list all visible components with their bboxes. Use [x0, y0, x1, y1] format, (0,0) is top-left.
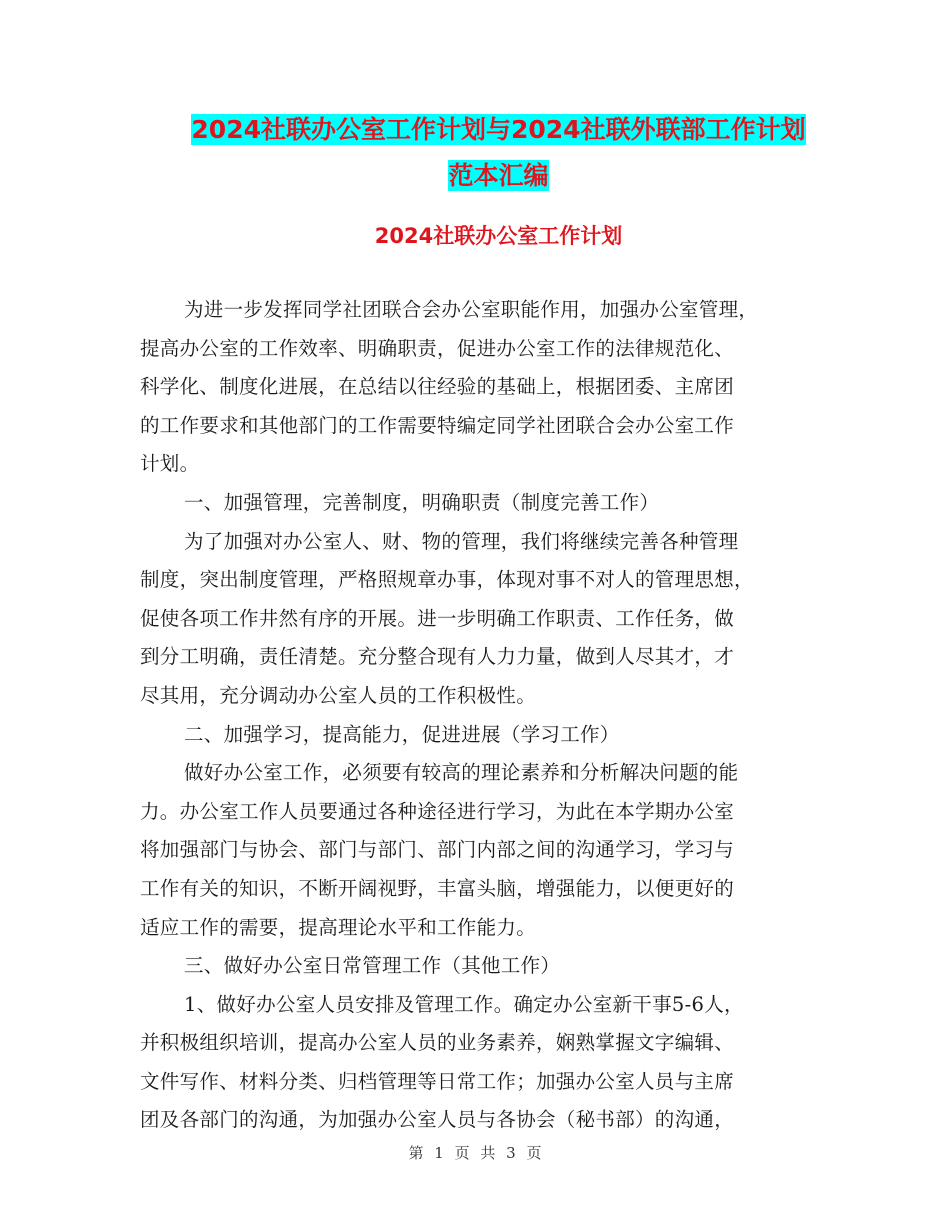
text-line: 到分工明确，责任清楚。充分整合现有人力力量，做到人尽其才，才	[140, 645, 735, 669]
text-line: 计划。	[140, 452, 200, 476]
title-highlight: 范本汇编	[448, 161, 549, 190]
text-line: 为进一步发挥同学社团联合会办公室职能作用，加强办公室管理，	[184, 298, 759, 321]
text-line: 为了加强对办公室人、财、物的管理，我们将继续完善各种管理	[184, 529, 739, 553]
text-line: 尽其用，充分调动办公室人员的工作积极性。	[140, 683, 537, 707]
heading-line: 三、做好办公室日常管理工作（其他工作）	[184, 954, 561, 978]
text-line: 科学化、制度化进展，在总结以往经验的基础上，根据团委、主席团	[140, 375, 735, 399]
heading-line: 一、加强管理，完善制度，明确职责（制度完善工作）	[184, 490, 660, 514]
text-line: 制度，突出制度管理，严格照规章办事，体现对事不对人的管理思想，	[140, 568, 754, 592]
text-line: 适应工作的需要，提高理论水平和工作能力。	[140, 915, 537, 939]
text-line: 提高办公室的工作效率、明确职责，促进办公室工作的法律规范化、	[140, 336, 735, 360]
text-line: 1、做好办公室人员安排及管理工作。确定办公室新干事5-6人，	[184, 992, 744, 1016]
text-line: 工作有关的知识，不断开阔视野，丰富头脑，增强能力，以便更好的	[140, 876, 735, 900]
document-body	[140, 291, 810, 1140]
heading-line: 二、加强学习，提高能力，促进进展（学习工作）	[184, 722, 620, 746]
text-line: 文件写作、材料分类、归档管理等日常工作；加强办公室人员与主席	[140, 1069, 735, 1093]
document-title-line1	[140, 113, 857, 147]
title-highlight: 2024社联办公室工作计划与2024社联外联部工作计划	[191, 115, 806, 144]
section-title: 2024社联办公室工作计划	[374, 224, 623, 248]
text-line: 团及各部门的沟通，为加强办公室人员与各协会（秘书部）的沟通，	[140, 1108, 735, 1132]
page-footer: 第 1 页 共 3 页	[408, 1144, 542, 1162]
text-line: 的工作要求和其他部门的工作需要特编定同学社团联合会办公室工作	[140, 413, 735, 437]
text-line: 并积极组织培训，提高办公室人员的业务素养，娴熟掌握文字编辑、	[140, 1031, 735, 1055]
document-title-line2	[140, 159, 857, 193]
text-line: 做好办公室工作，必须要有较高的理论素养和分析解决问题的能	[184, 761, 739, 785]
text-line: 将加强部门与协会、部门与部门、部门内部之间的沟通学习，学习与	[140, 838, 735, 862]
text-line: 促使各项工作井然有序的开展。进一步明确工作职责、工作任务，做	[140, 606, 735, 630]
text-line: 力。办公室工作人员要通过各种途径进行学习，为此在本学期办公室	[140, 799, 735, 823]
